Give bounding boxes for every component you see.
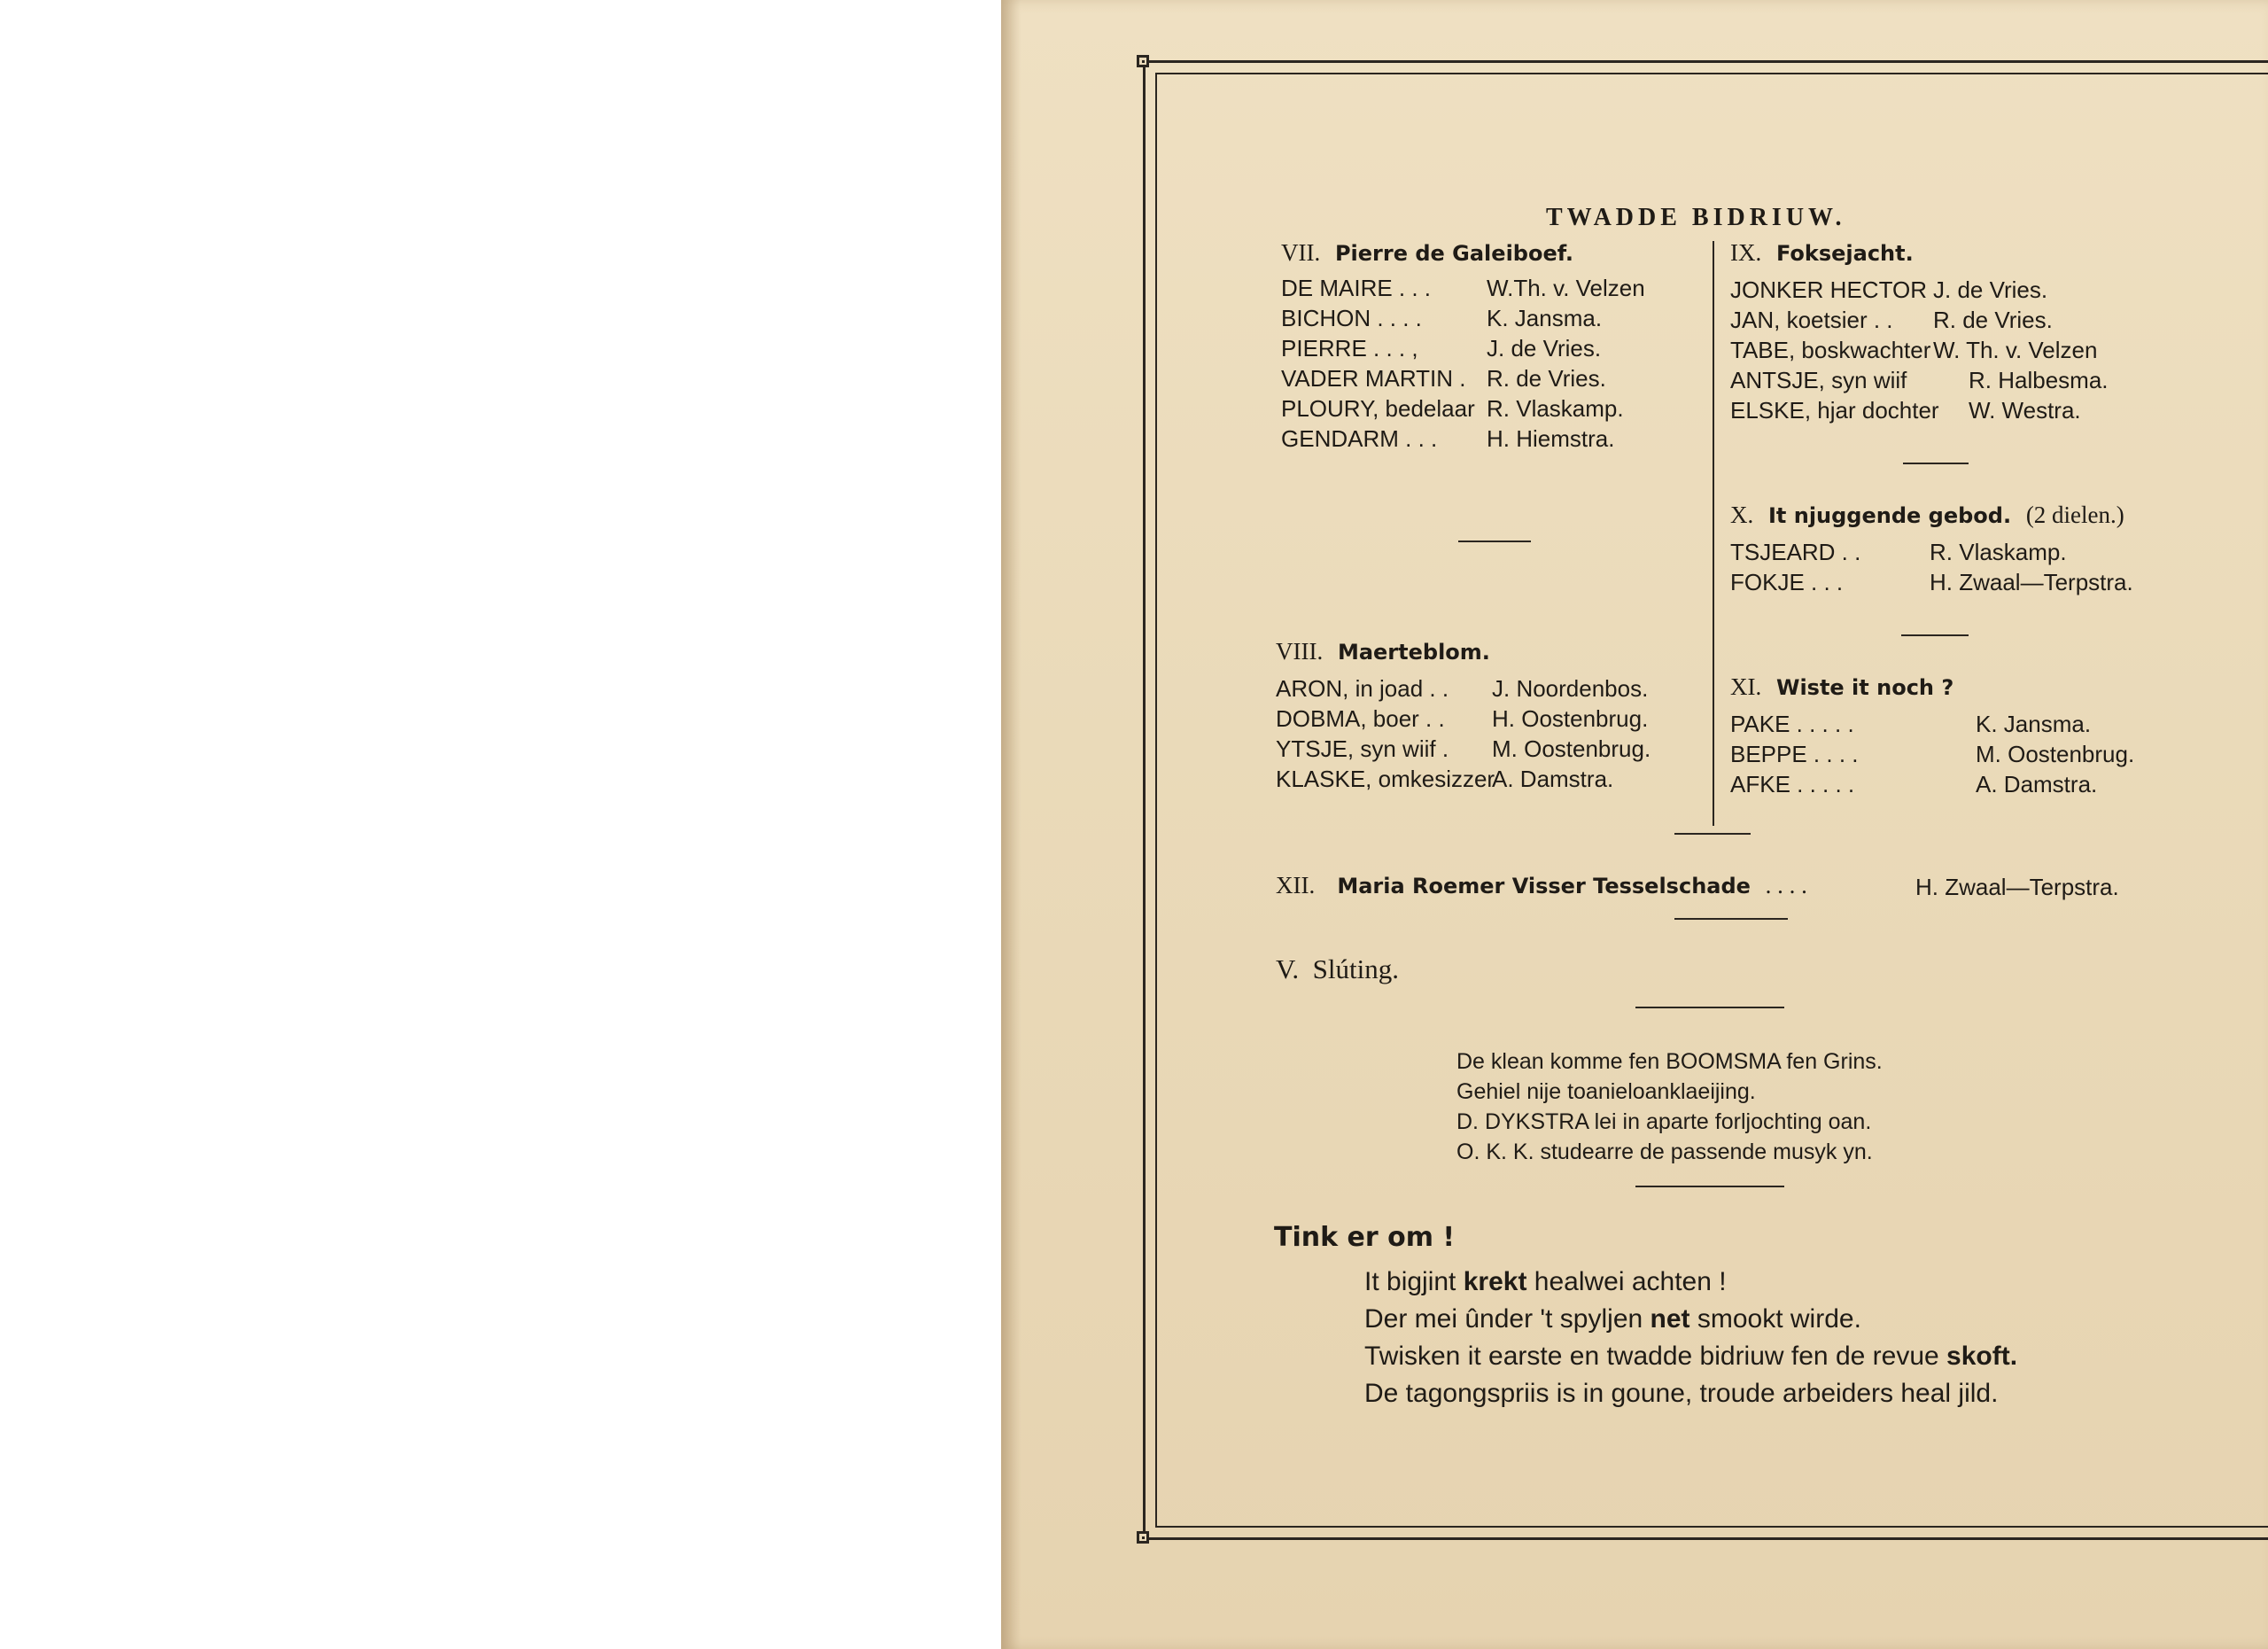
role: PIERRE . . . , — [1281, 335, 1418, 362]
actor: M. Oostenbrug. — [1492, 735, 1651, 762]
actor: J. de Vries. — [1487, 335, 1602, 362]
actor: R. de Vries. — [1487, 365, 1606, 392]
role: GENDARM . . . — [1281, 425, 1438, 452]
reminder-heading: Tink er om ! — [1274, 1222, 1456, 1253]
role: KLASKE, omkesizzer — [1276, 766, 1495, 792]
section-separator — [1903, 463, 1969, 464]
role: BICHON . . . . — [1281, 305, 1422, 331]
section-separator — [1674, 833, 1751, 835]
role: JONKER HECTOR — [1730, 276, 1927, 303]
actor: H. Oostenbrug. — [1492, 705, 1649, 732]
role: TSJEARD . . — [1730, 539, 1861, 565]
note-line: D. DYKSTRA lei in aparte forljochting oan. — [1456, 1109, 1872, 1134]
role: ELSKE, hjar dochter — [1730, 397, 1939, 424]
section-vii-heading: VII. Pierre de Galeiboef. — [1281, 239, 1573, 266]
reminder-line: De tagongspriis is in goune, troude arbeiders heal jild. — [1364, 1379, 1999, 1408]
actor: R. Vlaskamp. — [1930, 539, 2067, 565]
section-ix-heading: IX. Foksejacht. — [1730, 239, 1914, 266]
role: VADER MARTIN . — [1281, 365, 1466, 392]
section-separator — [1635, 1186, 1784, 1187]
note-line: O. K. K. studearre de passende musyk yn. — [1456, 1140, 1873, 1164]
role: ARON, in joad . . — [1276, 675, 1449, 702]
actor: K. Jansma. — [1976, 711, 2092, 737]
role: ANTSJE, syn wiif — [1730, 367, 1907, 393]
act-title: TWADDE BIDRIUW. — [1546, 204, 1846, 231]
actor: H. Zwaal—Terpstra. — [1930, 569, 2133, 595]
reminder-line: Twisken it earste en twadde bidriuw fen de revue skoft. — [1364, 1342, 2018, 1371]
actor: A. Damstra. — [1976, 771, 2098, 797]
actor: W. Th. v. Velzen — [1933, 337, 2098, 363]
actor: W. Westra. — [1969, 397, 2081, 424]
actor: A. Damstra. — [1492, 766, 1614, 792]
section-viii-heading: VIII. Maerteblom. — [1276, 638, 1490, 665]
reminder-line: It bigjint krekt healwei achten ! — [1364, 1267, 1727, 1296]
note-line: De klean komme fen BOOMSMA fen Grins. — [1456, 1049, 1883, 1074]
note-line: Gehiel nije toanieloanklaeijing. — [1456, 1079, 1756, 1104]
section-x-heading: X. It njuggende gebod. (2 dielen.) — [1730, 502, 2124, 528]
section-separator — [1458, 541, 1531, 542]
role: PLOURY, bedelaar — [1281, 395, 1475, 422]
role: FOKJE . . . — [1730, 569, 1844, 595]
actor: R. Vlaskamp. — [1487, 395, 1624, 422]
role: AFKE . . . . . — [1730, 771, 1855, 797]
section-separator — [1635, 1007, 1784, 1008]
border-corner-ornament — [1137, 55, 1149, 67]
actor: J. de Vries. — [1933, 276, 2048, 303]
role: JAN, koetsier . . — [1730, 307, 1893, 333]
actor: H. Hiemstra. — [1487, 425, 1615, 452]
actor: R. de Vries. — [1933, 307, 2053, 333]
border-corner-ornament — [1137, 1531, 1149, 1544]
section-separator — [1901, 634, 1969, 636]
actor: M. Oostenbrug. — [1976, 741, 2135, 767]
role: YTSJE, syn wiif . — [1276, 735, 1449, 762]
closing-heading: V. Slúting. — [1276, 953, 1399, 984]
reminder-line: Der mei ûnder 't spyljen net smookt wirde. — [1364, 1304, 1861, 1334]
section-xii-heading: XII. Maria Roemer Visser Tesselschade . . . . — [1276, 872, 1807, 898]
actor: J. Noordenbos. — [1492, 675, 1649, 702]
actor: W.Th. v. Velzen — [1487, 275, 1645, 301]
section-xi-heading: XI. Wiste it noch ? — [1730, 673, 1954, 700]
section-xii-actor: H. Zwaal—Terpstra. — [1915, 874, 2119, 900]
actor: K. Jansma. — [1487, 305, 1603, 331]
actor: R. Halbesma. — [1969, 367, 2109, 393]
role: DE MAIRE . . . — [1281, 275, 1432, 301]
section-separator — [1674, 918, 1788, 920]
role: PAKE . . . . . — [1730, 711, 1854, 737]
role: DOBMA, boer . . — [1276, 705, 1445, 732]
column-divider — [1713, 241, 1714, 826]
role: BEPPE . . . . — [1730, 741, 1859, 767]
role: TABE, boskwachter — [1730, 337, 1931, 363]
